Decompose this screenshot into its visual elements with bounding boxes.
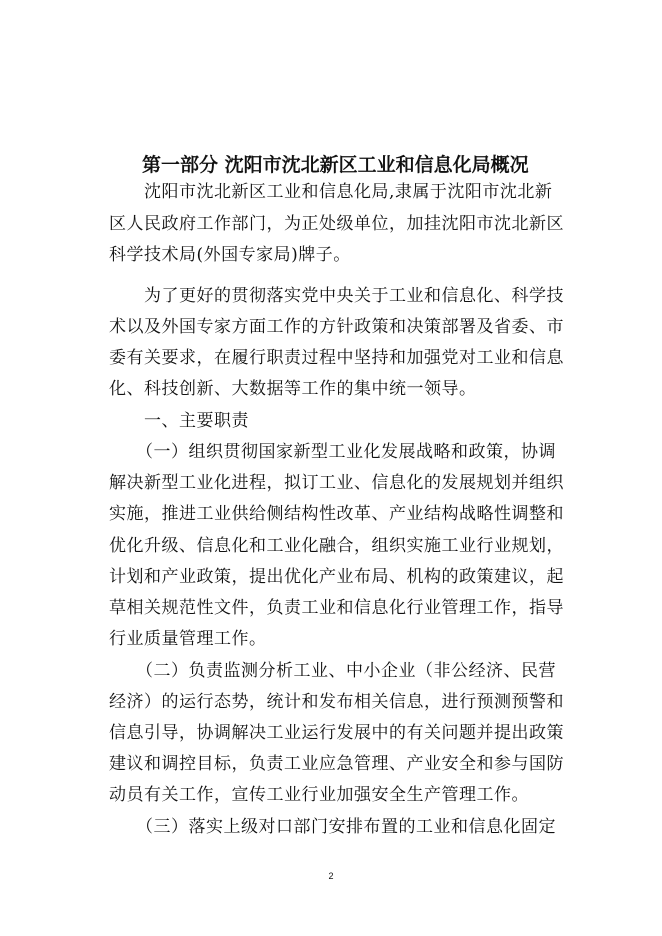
paragraph-line: 区人民政府工作部门，为正处级单位，加挂沈阳市沈北新区 <box>109 214 564 234</box>
paragraph-line: （二）负责监测分析工业、中小企业（非公经济、民营 <box>136 661 556 681</box>
paragraph-line: 委有关要求，在履行职责过程中坚持和加强党对工业和信息 <box>109 348 564 368</box>
page-title: 第一部分 沈阳市沈北新区工业和信息化局概况 <box>142 154 529 176</box>
paragraph-line: 实施，推进工业供给侧结构性改革、产业结构战略性调整和 <box>109 504 564 524</box>
paragraph-line: 信息引导，协调解决工业运行发展中的有关问题并提出政策 <box>109 723 564 743</box>
paragraph-line: 动员有关工作，宣传工业行业加强安全生产管理工作。 <box>109 785 529 805</box>
paragraph-line: （一）组织贯彻国家新型工业化发展战略和政策，协调 <box>136 442 556 462</box>
paragraph-line: 优化升级、信息化和工业化融合，组织实施工业行业规划， <box>109 536 564 556</box>
paragraph-line: 经济）的运行态势，统计和发布相关信息，进行预测预警和 <box>109 692 564 712</box>
paragraph-line: 草相关规范性文件，负责工业和信息化行业管理工作，指导 <box>109 598 564 618</box>
paragraph-line: （三）落实上级对口部门安排布置的工业和信息化固定 <box>136 817 556 837</box>
page-number: 2 <box>328 871 334 881</box>
paragraph-line: 术以及外国专家方面工作的方针政策和决策部署及省委、市 <box>109 317 564 337</box>
paragraph-line: 解决新型工业化进程，拟订工业、信息化的发展规划并组织 <box>109 473 564 493</box>
paragraph-line: 化、科技创新、大数据等工作的集中统一领导。 <box>109 379 477 399</box>
paragraph-line: 行业质量管理工作。 <box>109 629 267 649</box>
paragraph-line: 科学技术局(外国专家局)牌子。 <box>109 245 351 265</box>
paragraph-line: 沈阳市沈北新区工业和信息化局,隶属于沈阳市沈北新 <box>144 182 553 202</box>
section-heading: 一、主要职责 <box>144 411 249 431</box>
paragraph-line: 计划和产业政策，提出优化产业布局、机构的政策建议，起 <box>109 567 564 587</box>
paragraph-line: 为了更好的贯彻落实党中央关于工业和信息化、科学技 <box>144 286 564 306</box>
paragraph-line: 建议和调控目标，负责工业应急管理、产业安全和参与国防 <box>109 754 564 774</box>
